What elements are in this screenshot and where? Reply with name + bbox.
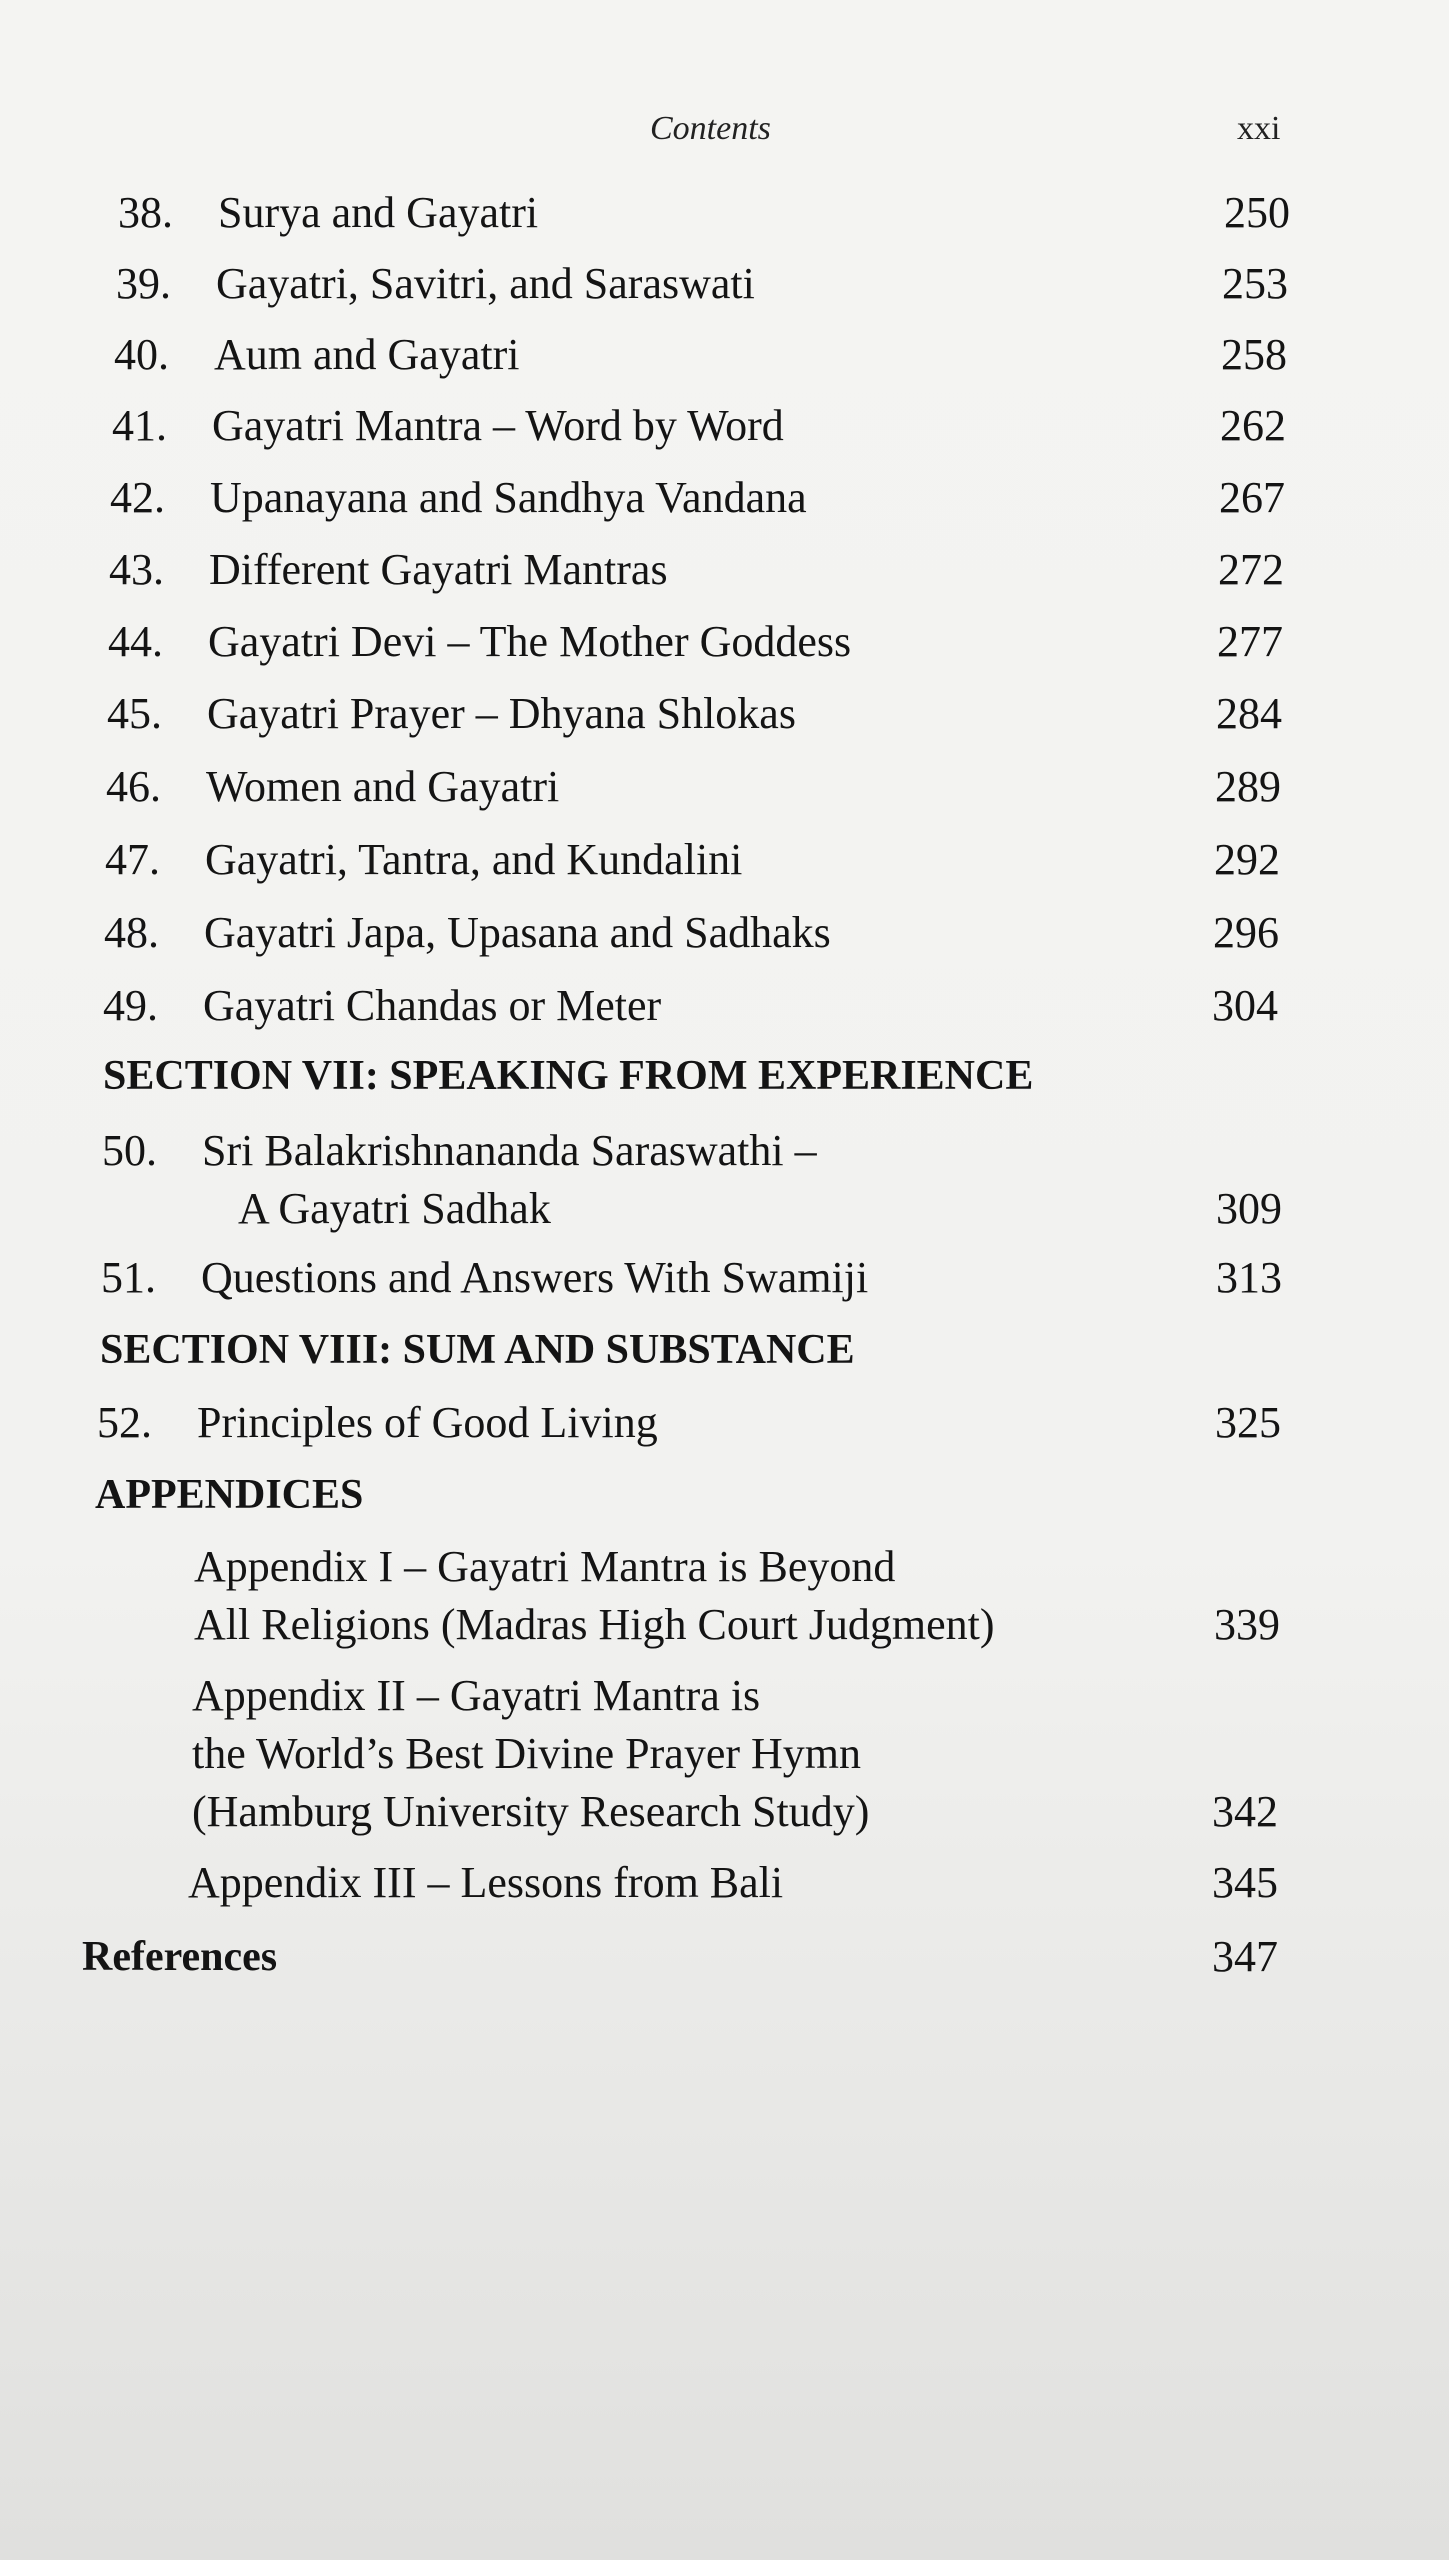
section-heading-viii: SECTION VIII: SUM AND SUBSTANCE <box>100 1327 855 1373</box>
chapter-title: Gayatri, Savitri, and Saraswati <box>216 259 755 308</box>
toc-entry-38 <box>118 185 1290 241</box>
chapter-number: 47. <box>105 835 160 884</box>
toc-entry-44 <box>108 614 1283 670</box>
toc-entry-39 <box>116 256 1288 312</box>
chapter-title-line-1: Sri Balakrishnananda Saraswathi – <box>202 1126 817 1175</box>
references-entry <box>82 1929 1278 1985</box>
chapter-number: 38. <box>118 188 173 237</box>
chapter-page: 267 <box>1219 473 1285 522</box>
toc-entry-51 <box>101 1250 1282 1306</box>
chapter-page: 325 <box>1215 1398 1281 1447</box>
chapter-number: 51. <box>101 1253 156 1302</box>
appendix-title-line-1: Appendix I – Gayatri Mantra is Beyond <box>194 1542 896 1591</box>
chapter-page: 296 <box>1213 908 1279 957</box>
appendices-heading: APPENDICES <box>95 1472 364 1518</box>
chapter-number: 40. <box>114 330 169 379</box>
appendix-title-line-1: Appendix II – Gayatri Mantra is <box>192 1671 761 1720</box>
chapter-number: 46. <box>106 762 161 811</box>
chapter-page: 258 <box>1221 330 1287 379</box>
chapter-page: 253 <box>1222 259 1288 308</box>
appendix-entry-1 <box>194 1538 1280 1658</box>
chapter-title: Gayatri, Tantra, and Kundalini <box>205 835 743 884</box>
chapter-title: Gayatri Chandas or Meter <box>203 981 662 1030</box>
appendix-title-line-3: (Hamburg University Research Study) <box>192 1787 870 1836</box>
appendix-title-line-2: the World’s Best Divine Prayer Hymn <box>192 1729 862 1778</box>
appendix-page: 342 <box>1212 1787 1278 1836</box>
chapter-title: Different Gayatri Mantras <box>209 545 668 594</box>
chapter-title: Upanayana and Sandhya Vandana <box>210 473 807 522</box>
chapter-number: 45. <box>107 689 162 738</box>
chapter-page: 262 <box>1220 401 1286 450</box>
chapter-page: 250 <box>1224 188 1290 237</box>
appendix-page: 339 <box>1214 1600 1280 1649</box>
chapter-number: 50. <box>102 1126 157 1175</box>
toc-entry-47 <box>105 832 1280 888</box>
appendix-title-line-2: All Religions (Madras High Court Judgment) <box>194 1600 995 1649</box>
toc-entry-46 <box>106 759 1281 815</box>
chapter-title: Gayatri Mantra – Word by Word <box>212 401 784 450</box>
chapter-page: 304 <box>1212 981 1278 1030</box>
toc-entry-43 <box>109 542 1284 598</box>
chapter-page: 309 <box>1216 1184 1282 1233</box>
toc-entry-40 <box>114 327 1287 383</box>
toc-entry-48 <box>104 905 1279 961</box>
running-title: Contents <box>650 110 771 147</box>
toc-entry-50 <box>102 1122 1282 1242</box>
appendix-page: 345 <box>1212 1858 1278 1907</box>
toc-entry-42 <box>110 470 1285 526</box>
references-page: 347 <box>1212 1932 1278 1981</box>
chapter-title: Questions and Answers With Swamiji <box>201 1253 869 1302</box>
chapter-title: Gayatri Japa, Upasana and Sadhaks <box>204 908 831 957</box>
chapter-number: 44. <box>108 617 163 666</box>
references-label: References <box>82 1934 278 1980</box>
chapter-title: Women and Gayatri <box>206 762 560 811</box>
chapter-title-line-2: A Gayatri Sadhak <box>238 1184 551 1233</box>
chapter-page: 313 <box>1216 1253 1282 1302</box>
section-heading-vii: SECTION VII: SPEAKING FROM EXPERIENCE <box>103 1053 1034 1099</box>
toc-entry-45 <box>107 686 1282 742</box>
chapter-title: Surya and Gayatri <box>218 188 539 237</box>
chapter-title: Gayatri Devi – The Mother Goddess <box>208 617 852 666</box>
appendix-entry-2 <box>192 1667 1278 1847</box>
chapter-page: 277 <box>1217 617 1283 666</box>
chapter-page: 289 <box>1215 762 1281 811</box>
appendix-entry-3 <box>188 1855 1278 1911</box>
chapter-number: 41. <box>112 401 167 450</box>
chapter-page: 284 <box>1216 689 1282 738</box>
chapter-number: 49. <box>103 981 158 1030</box>
chapter-number: 39. <box>116 259 171 308</box>
chapter-number: 42. <box>110 473 165 522</box>
toc-entry-49 <box>103 978 1278 1034</box>
toc-entry-52 <box>97 1395 1281 1451</box>
chapter-page: 292 <box>1214 835 1280 884</box>
chapter-title: Aum and Gayatri <box>214 330 520 379</box>
chapter-number: 43. <box>109 545 164 594</box>
chapter-page: 272 <box>1218 545 1284 594</box>
chapter-number: 52. <box>97 1398 152 1447</box>
appendix-title: Appendix III – Lessons from Bali <box>188 1858 784 1907</box>
page-folio: xxi <box>1237 110 1281 147</box>
chapter-title: Gayatri Prayer – Dhyana Shlokas <box>207 689 796 738</box>
running-head <box>0 110 1449 160</box>
chapter-title: Principles of Good Living <box>197 1398 658 1447</box>
chapter-number: 48. <box>104 908 159 957</box>
toc-entry-41 <box>112 398 1286 454</box>
